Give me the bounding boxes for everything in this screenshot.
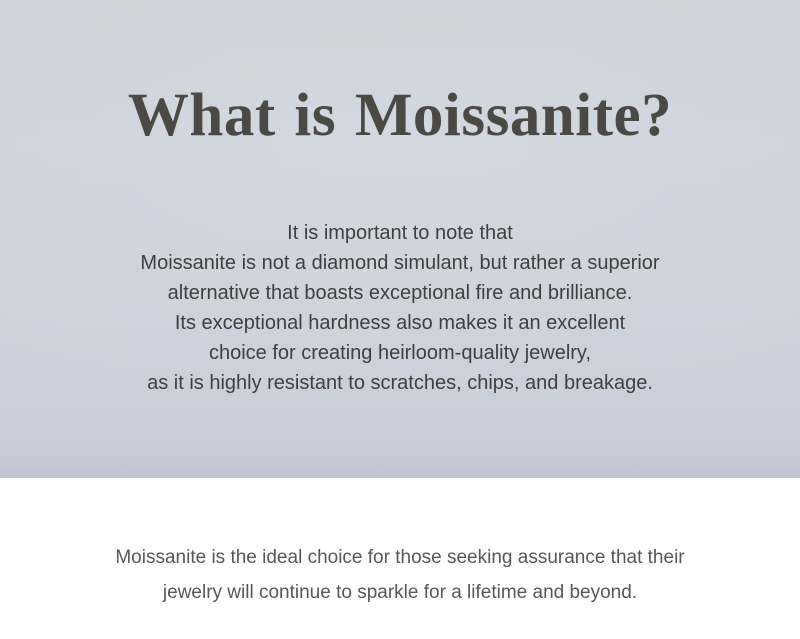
paragraph-line-6: as it is highly resistant to scratches, chips, and breakage. — [147, 372, 653, 394]
closing-line-2: jewelry will continue to sparkle for a lifetime and beyond. — [162, 582, 638, 603]
paragraph-line-1: It is important to note that — [287, 222, 513, 244]
page-title: What is Moissanite? — [127, 82, 673, 149]
paragraph-line-5: choice for creating heirloom-quality jewelry, — [208, 342, 591, 364]
closing-line-1: Moissanite is the ideal choice for those seeking assurance that their — [115, 547, 685, 568]
paragraph-line-4: Its exceptional hardness also makes it an excellent — [174, 312, 626, 334]
closing-section — [0, 478, 800, 639]
intro-paragraph — [0, 218, 800, 398]
paragraph-line-2: Moissanite is not a diamond simulant, but rather a superior — [140, 252, 660, 274]
paragraph-line-3: alternative that boasts exceptional fire and brilliance. — [167, 282, 633, 304]
